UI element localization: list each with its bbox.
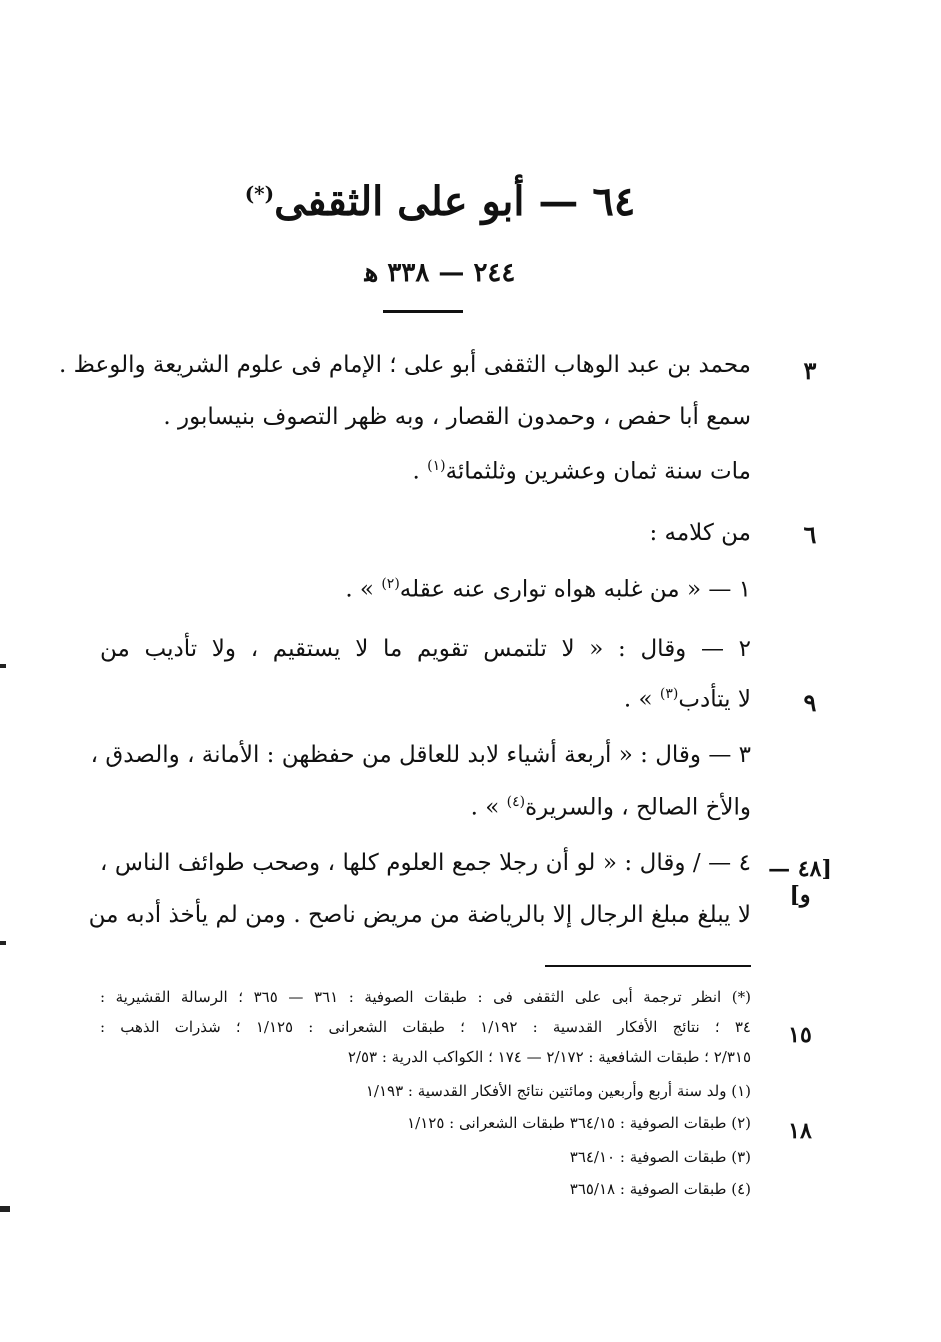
- margin-line-number: ١٥: [788, 1022, 812, 1048]
- saying-3-line-2-text: والأخ الصالح ، والسريرة: [525, 794, 751, 821]
- saying-4-line-1: ٤ — / وقال : « لو أن رجلا جمع العلوم كلها ، وصحب طوائف الناس ،: [100, 850, 751, 876]
- heading-divider: [383, 310, 463, 313]
- margin-line-number: ١٨: [788, 1118, 812, 1144]
- saying-1-tail: » .: [345, 576, 382, 603]
- margin-line-number: ٦: [803, 520, 817, 549]
- footnote-divider: [545, 965, 751, 967]
- footnote-1: (١) ولد سنة أربع وأربعين ومائتين نتائج الأفكار القدسية : ١/١٩٣: [365, 1082, 751, 1100]
- saying-1-text: ١ — « من غلبه هواه توارى عنه عقله: [399, 576, 751, 603]
- saying-3-line-1: ٣ — وقال : « أربعة أشياء لابد للعاقل من حفظهن : الأمانة ، والصدق ،: [90, 742, 751, 768]
- saying-2-line-1: ٢ — وقال : « لا تلتمس تقويم ما لا يستقيم ، ولا تأديب من: [100, 636, 751, 662]
- sayings-heading: من كلامه :: [649, 520, 751, 546]
- footnote-star-line-1: (*) انظر ترجمة أبى على الثقفى فى : طبقات الصوفية : ٣٦١ — ٣٦٥ ؛ الرسالة القشيرية :: [100, 988, 751, 1006]
- footnote-star-line-3: ٢/٣١٥ ؛ طبقات الشافعية : ٢/١٧٢ — ١٧٤ ؛ الكواكب الدرية : ٢/٥٣: [347, 1048, 751, 1066]
- scan-speck: [0, 1206, 10, 1212]
- footnote-ref-2: (٢): [381, 576, 400, 592]
- footnote-ref-3: (٣): [659, 686, 679, 702]
- margin-line-number: ٩: [803, 688, 817, 717]
- body-line-2: سمع أبا حفص ، وحمدون القصار ، وبه ظهر التصوف بنيسابور .: [163, 404, 751, 430]
- saying-3-line-2: [471, 794, 751, 822]
- manuscript-folio-marker: [٤٨ — و]: [768, 856, 832, 908]
- saying-2-line-2-text: لا يتأدب: [678, 686, 751, 713]
- footnote-ref-4: (٤): [506, 794, 526, 810]
- footnote-star-line-2: ٣٤ ؛ نتائج الأفكار القدسية : ١/١٩٢ ؛ طبقات الشعرانى : ١/١٢٥ ؛ شذرات الذهب :: [100, 1018, 751, 1036]
- margin-line-number: ٣: [803, 356, 817, 385]
- scan-speck: [0, 941, 6, 945]
- body-line-3-text: مات سنة ثمان وعشرين وثلثمائة: [445, 458, 751, 485]
- scan-speck: [0, 664, 6, 668]
- body-line-3: [412, 458, 751, 486]
- title-footnote-mark: (*): [244, 181, 275, 206]
- body-line-1: محمد بن عبد الوهاب الثقفى أبو على ؛ الإمام فى علوم الشريعة والوعظ .: [59, 352, 751, 378]
- saying-2-line-2: [624, 686, 751, 714]
- saying-2-tail: » .: [623, 686, 660, 713]
- saying-1: [345, 576, 751, 604]
- saying-4-line-2: لا يبلغ مبلغ الرجال إلا بالرياضة من مريض ناصح . ومن لم يأخذ أدبه من: [88, 902, 751, 928]
- footnote-3: (٣) طبقات الصوفية : ٣٦٤/١٠: [569, 1148, 751, 1166]
- footnote-ref-1: (١): [427, 458, 446, 474]
- saying-3-tail: » .: [470, 794, 507, 821]
- footnote-2: (٢) طبقات الصوفية : ٣٦٤/١٥ طبقات الشعرانى : ١/١٢٥: [407, 1114, 751, 1132]
- body-line-3-tail: .: [412, 458, 428, 485]
- entry-title: [200, 178, 680, 225]
- footnote-4: (٤) طبقات الصوفية : ٣٦٥/١٨: [569, 1180, 751, 1198]
- entry-title-text: ٦٤ — أبو على الثقفى: [274, 178, 636, 225]
- entry-years: ٢٤٤ — ٣٣٨ ﻫ: [364, 258, 516, 288]
